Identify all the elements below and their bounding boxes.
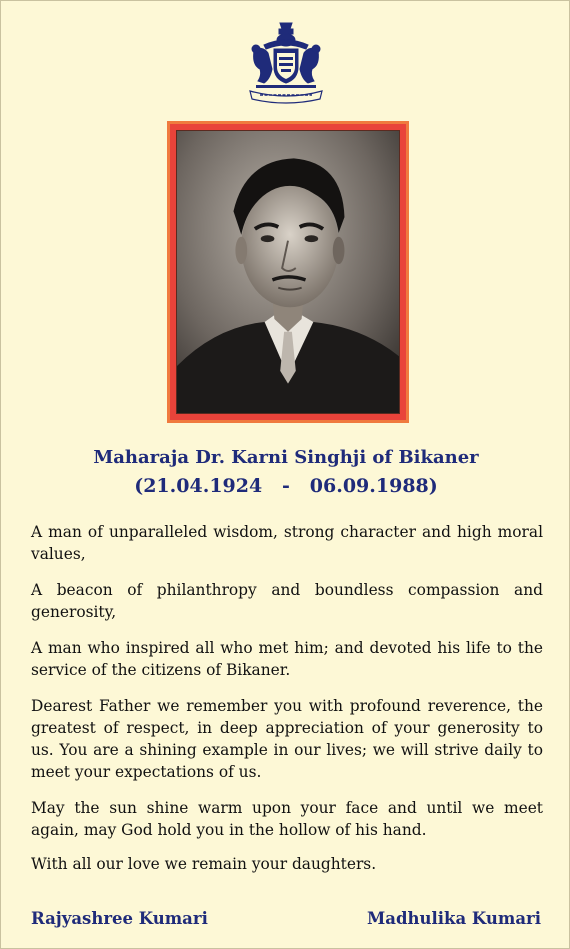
tribute-paragraph: May the sun shine warm upon your face and until we meet again, may God hold you in the hollow of his hand. xyxy=(31,799,543,839)
page-title: Maharaja Dr. Karni Singhji of Bikaner xyxy=(93,447,479,468)
tribute-paragraph: A man who inspired all who met him; and devoted his life to the service of the citizens of Bikaner. xyxy=(31,639,543,679)
tribute-paragraph: A man of unparalleled wisdom, strong character and high moral values, xyxy=(31,523,543,563)
life-dates: (21.04.1924 - 06.09.1988) xyxy=(134,475,438,497)
tribute-paragraph: With all our love we remain your daughters. xyxy=(31,855,377,873)
royal-coat-of-arms-icon xyxy=(246,21,326,105)
tribute-paragraph: A beacon of philanthropy and boundless compassion and generosity, xyxy=(31,581,543,621)
portrait-photo xyxy=(176,130,400,414)
signature-right: Madhulika Kumari xyxy=(367,909,541,928)
signature-left: Rajyashree Kumari xyxy=(31,909,208,928)
tribute-paragraph: Dearest Father we remember you with profound reverence, the greatest of respect, in deep appreciation of your generosity to us. You are a shining example in our lives; we will strive daily to meet your expectations of us. xyxy=(31,697,543,781)
portrait-frame xyxy=(167,121,409,423)
